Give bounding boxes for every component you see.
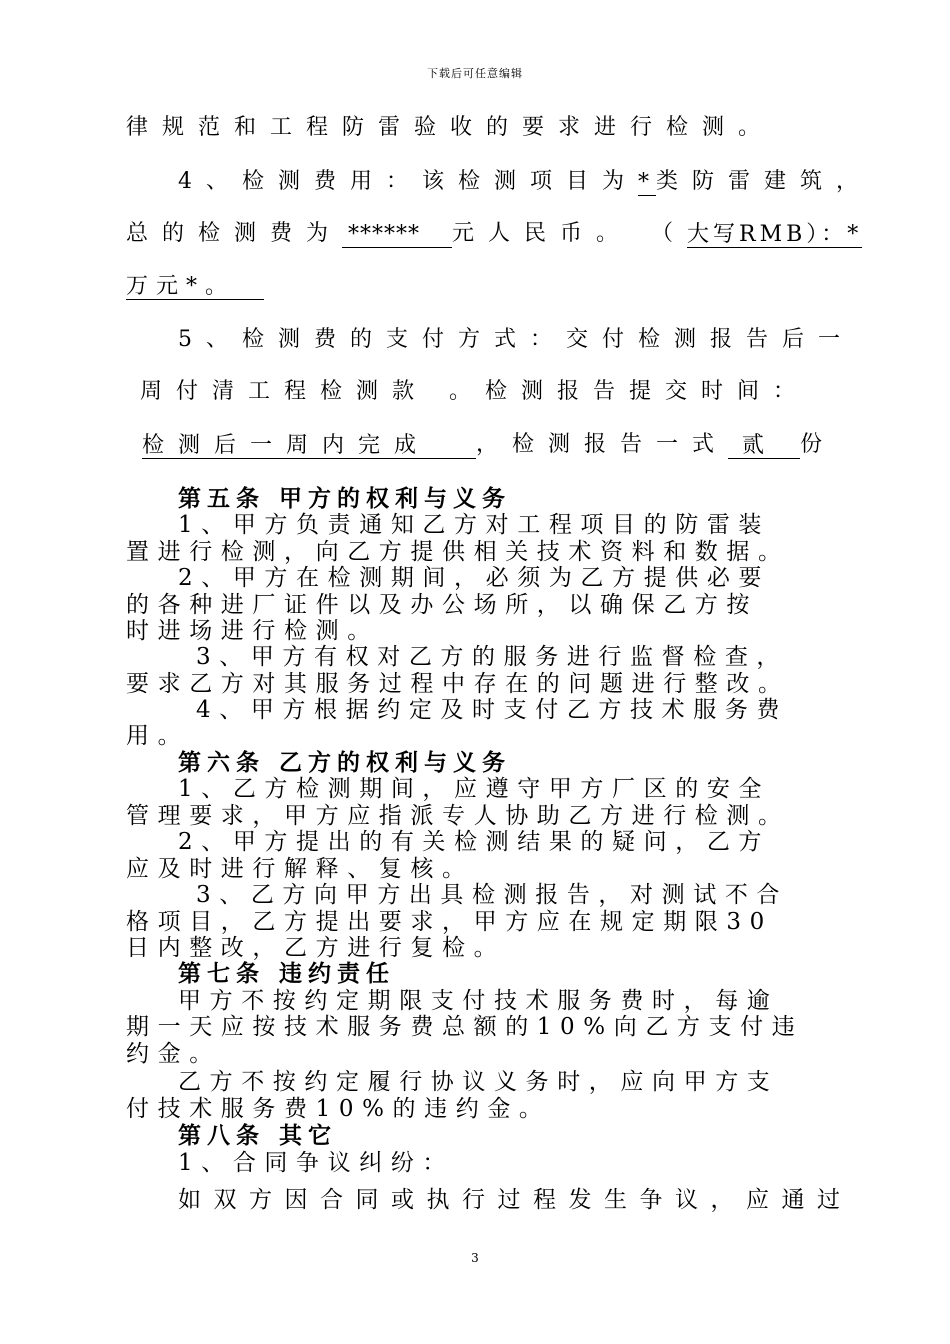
text-line: 如双方因合同或执行过程发生争议，应通过 [178, 1187, 853, 1213]
text-line: 5、检测费的支付方式：交付检测报告后一 [178, 327, 854, 352]
page-number: 3 [471, 1251, 479, 1265]
text-line: 3、乙方向甲方出具检测报告，对测试不合 [196, 882, 789, 908]
text-line: 格项目，乙方提出要求，甲方应在规定期限30 [126, 909, 773, 935]
report-line: 检测后一周内完成 ，检测报告一式 贰 份 [142, 432, 837, 458]
text-line: 2、甲方提出的有关检测结果的疑问，乙方 [178, 829, 771, 855]
text-line: 3、甲方有权对乙方的服务进行监督检查， [196, 644, 789, 670]
section-5-title: 第五条 甲方的权利与义务 [178, 486, 512, 512]
text-line: 付技术服务费10%的违约金。 [126, 1096, 551, 1122]
text-line: 时进场进行检测。 [126, 618, 379, 644]
text-line: 2、甲方在检测期间，必须为乙方提供必要 [178, 565, 771, 591]
page-header: 下载后可任意编辑 [427, 67, 523, 80]
text-line: 4、甲方根据约定及时支付乙方技术服务费 [196, 697, 789, 723]
fee-amount-line: 总的检测费为 ****** 元人民币。 （大写RMB）：* [126, 221, 863, 247]
text-line: 日内整改，乙方进行复检。 [126, 935, 506, 961]
section-8-title: 第八条 其它 [178, 1123, 338, 1149]
text-line: 1、甲方负责通知乙方对工程项目的防雷装 [178, 512, 771, 538]
text-line: 约金。 [126, 1041, 221, 1067]
text-line: 期一天应按技术服务费总额的10%向乙方支付违 [126, 1014, 804, 1040]
text-line: 乙方不按约定履行协议义务时，应向甲方支 [178, 1069, 779, 1095]
text-line: 管理要求，甲方应指派专人协助乙方进行检测。 [126, 803, 790, 829]
fee-capital-line: 万元*。 [126, 272, 842, 300]
text-line: 甲方不按约定期限支付技术服务费时，每逾 [178, 988, 779, 1014]
section-6-title: 第六条 乙方的权利与义务 [178, 750, 512, 776]
section-7-title: 第七条 违约责任 [178, 961, 396, 987]
text-line: 应及时进行解释、复核。 [126, 856, 474, 882]
text-line: 律规范和工程防雷验收的要求进行检测。 [126, 115, 775, 140]
text-line: 1、乙方检测期间，应遵守甲方厂区的安全 [178, 776, 771, 802]
fee-line: 4、检测费用：该检测项目为*类防雷建筑， [178, 169, 873, 195]
text-line: 的各种进厂证件以及办公场所，以确保乙方按 [126, 592, 758, 618]
text-line: 置进行检测，向乙方提供相关技术资料和数据。 [126, 539, 790, 565]
text-line: 周付清工程检测款 。检测报告提交时间： [140, 379, 809, 404]
text-line: 要求乙方对其服务过程中存在的问题进行整改。 [126, 671, 790, 697]
text-line: 用。 [126, 723, 190, 749]
text-line: 1、合同争议纠纷： [178, 1150, 455, 1176]
